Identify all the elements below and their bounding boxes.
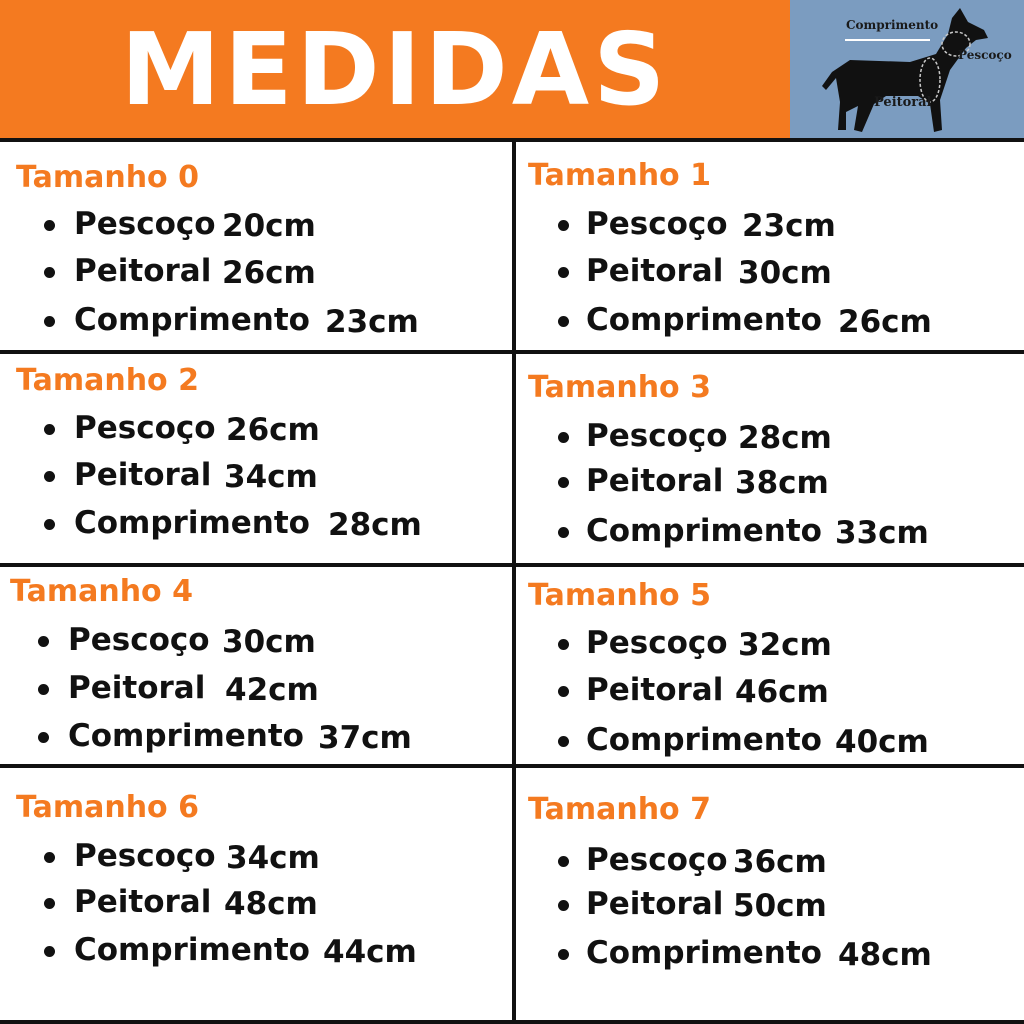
measure-label-peitoral: Peitoral — [74, 457, 212, 493]
dog-measurement-diagram — [790, 0, 1024, 138]
size-title: Tamanho 3 — [528, 370, 711, 405]
bullet-icon — [44, 316, 55, 327]
diagram-label-comprimento: Comprimento — [846, 18, 939, 32]
diagram-label-pescoco: Pescoço — [958, 48, 1012, 62]
measure-value-pescoco: 36cm — [733, 844, 827, 880]
diagram-label-peitoral: Peitoral — [874, 95, 932, 110]
grid-line-row-3 — [0, 764, 1024, 768]
measure-value-pescoco: 20cm — [222, 208, 316, 244]
measure-label-comprimento: Comprimento — [586, 513, 822, 549]
measure-label-comprimento: Comprimento — [74, 932, 310, 968]
bullet-icon — [44, 946, 55, 957]
measure-value-pescoco: 28cm — [738, 420, 832, 456]
measure-label-pescoco: Pescoço — [68, 622, 210, 658]
measure-value-pescoco: 34cm — [226, 840, 320, 876]
measure-value-pescoco: 26cm — [226, 412, 320, 448]
measure-label-peitoral: Peitoral — [68, 670, 206, 706]
measure-label-pescoco: Pescoço — [74, 206, 216, 242]
bullet-icon — [558, 639, 569, 650]
measure-label-peitoral: Peitoral — [586, 672, 724, 708]
measure-label-peitoral: Peitoral — [586, 886, 724, 922]
measure-label-pescoco: Pescoço — [74, 838, 216, 874]
measure-value-pescoco: 30cm — [222, 624, 316, 660]
measure-value-peitoral: 48cm — [224, 886, 318, 922]
bullet-icon — [44, 424, 55, 435]
measure-label-pescoco: Pescoço — [586, 206, 728, 242]
measure-label-comprimento: Comprimento — [74, 302, 310, 338]
grid-line-row-2 — [0, 563, 1024, 567]
bullet-icon — [558, 267, 569, 278]
measure-value-pescoco: 32cm — [738, 627, 832, 663]
measure-value-comprimento: 40cm — [835, 724, 929, 760]
bullet-icon — [558, 477, 569, 488]
measure-value-comprimento: 23cm — [325, 304, 419, 340]
bullet-icon — [558, 220, 569, 231]
measure-value-peitoral: 34cm — [224, 459, 318, 495]
measure-label-pescoco: Pescoço — [586, 625, 728, 661]
measure-label-comprimento: Comprimento — [74, 505, 310, 541]
measure-label-peitoral: Peitoral — [586, 253, 724, 289]
bullet-icon — [558, 736, 569, 747]
measure-label-pescoco: Pescoço — [586, 842, 728, 878]
bullet-icon — [558, 856, 569, 867]
bullet-icon — [38, 684, 49, 695]
size-title: Tamanho 2 — [16, 363, 199, 398]
bullet-icon — [558, 686, 569, 697]
size-title: Tamanho 0 — [16, 160, 199, 195]
bullet-icon — [44, 519, 55, 530]
measure-value-peitoral: 42cm — [225, 672, 319, 708]
measure-value-comprimento: 44cm — [323, 934, 417, 970]
measure-label-pescoco: Pescoço — [74, 410, 216, 446]
measure-label-comprimento: Comprimento — [68, 718, 304, 754]
measure-value-comprimento: 28cm — [328, 507, 422, 543]
measure-label-peitoral: Peitoral — [74, 884, 212, 920]
bullet-icon — [38, 636, 49, 647]
bullet-icon — [44, 220, 55, 231]
bullet-icon — [558, 316, 569, 327]
grid-line-bottom — [0, 1020, 1024, 1024]
measure-value-peitoral: 30cm — [738, 255, 832, 291]
measure-label-pescoco: Pescoço — [586, 418, 728, 454]
size-title: Tamanho 6 — [16, 790, 199, 825]
measure-label-comprimento: Comprimento — [586, 722, 822, 758]
bullet-icon — [44, 471, 55, 482]
bullet-icon — [558, 527, 569, 538]
size-title: Tamanho 7 — [528, 792, 711, 827]
bullet-icon — [44, 898, 55, 909]
measure-value-peitoral: 38cm — [735, 465, 829, 501]
size-title: Tamanho 5 — [528, 578, 711, 613]
bullet-icon — [558, 900, 569, 911]
size-title: Tamanho 4 — [10, 574, 193, 609]
bullet-icon — [558, 432, 569, 443]
measure-value-peitoral: 50cm — [733, 888, 827, 924]
measure-value-peitoral: 46cm — [735, 674, 829, 710]
size-title: Tamanho 1 — [528, 158, 711, 193]
measure-label-comprimento: Comprimento — [586, 935, 822, 971]
grid-line-row-1 — [0, 350, 1024, 354]
bullet-icon — [558, 949, 569, 960]
bullet-icon — [44, 267, 55, 278]
measure-value-comprimento: 37cm — [318, 720, 412, 756]
measure-value-comprimento: 33cm — [835, 515, 929, 551]
bullet-icon — [44, 852, 55, 863]
page-title: MEDIDAS — [120, 10, 670, 128]
measure-value-comprimento: 26cm — [838, 304, 932, 340]
measure-label-peitoral: Peitoral — [586, 463, 724, 499]
bullet-icon — [38, 732, 49, 743]
measure-value-peitoral: 26cm — [222, 255, 316, 291]
measure-value-pescoco: 23cm — [742, 208, 836, 244]
measure-label-comprimento: Comprimento — [586, 302, 822, 338]
grid-line-vertical — [512, 138, 516, 1024]
measure-label-peitoral: Peitoral — [74, 253, 212, 289]
measure-value-comprimento: 48cm — [838, 937, 932, 973]
